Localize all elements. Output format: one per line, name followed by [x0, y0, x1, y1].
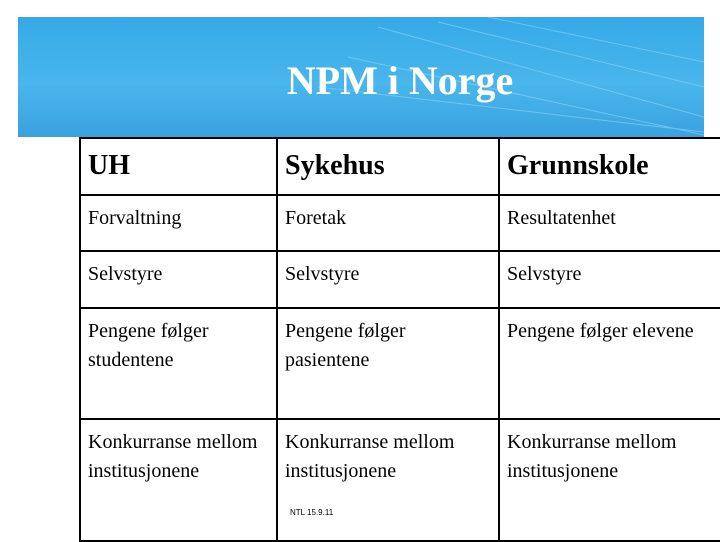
table-cell: Selvstyre	[277, 251, 499, 308]
table-cell: Selvstyre	[80, 251, 277, 308]
table-cell: Pengene følger studentene	[80, 308, 277, 419]
table-cell: Konkurranse mellom institusjonene	[499, 419, 720, 541]
header-sykehus: Sykehus	[277, 138, 499, 195]
comparison-table	[79, 137, 720, 542]
table-cell: Forvaltning	[80, 195, 277, 251]
table-cell: Konkurranse mellom institusjonene	[80, 419, 277, 541]
header-grunnskole: Grunnskole	[499, 138, 720, 195]
table-row	[80, 251, 720, 308]
table-row	[80, 419, 720, 541]
slide-title: NPM i Norge	[286, 58, 514, 103]
table-cell: Foretak	[277, 195, 499, 251]
table-row	[80, 308, 720, 419]
title-area	[0, 0, 720, 140]
header-uh: UH	[80, 138, 277, 195]
table-cell: Konkurranse mellom institusjonene	[277, 419, 499, 541]
table-row	[80, 195, 720, 251]
footer-note: NTL 15.9.11	[290, 508, 334, 517]
table-header-row	[80, 138, 720, 195]
table-cell: Pengene følger elevene	[499, 308, 720, 419]
table-cell: Selvstyre	[499, 251, 720, 308]
table-cell: Pengene følger pasientene	[277, 308, 499, 419]
table-cell: Resultatenhet	[499, 195, 720, 251]
